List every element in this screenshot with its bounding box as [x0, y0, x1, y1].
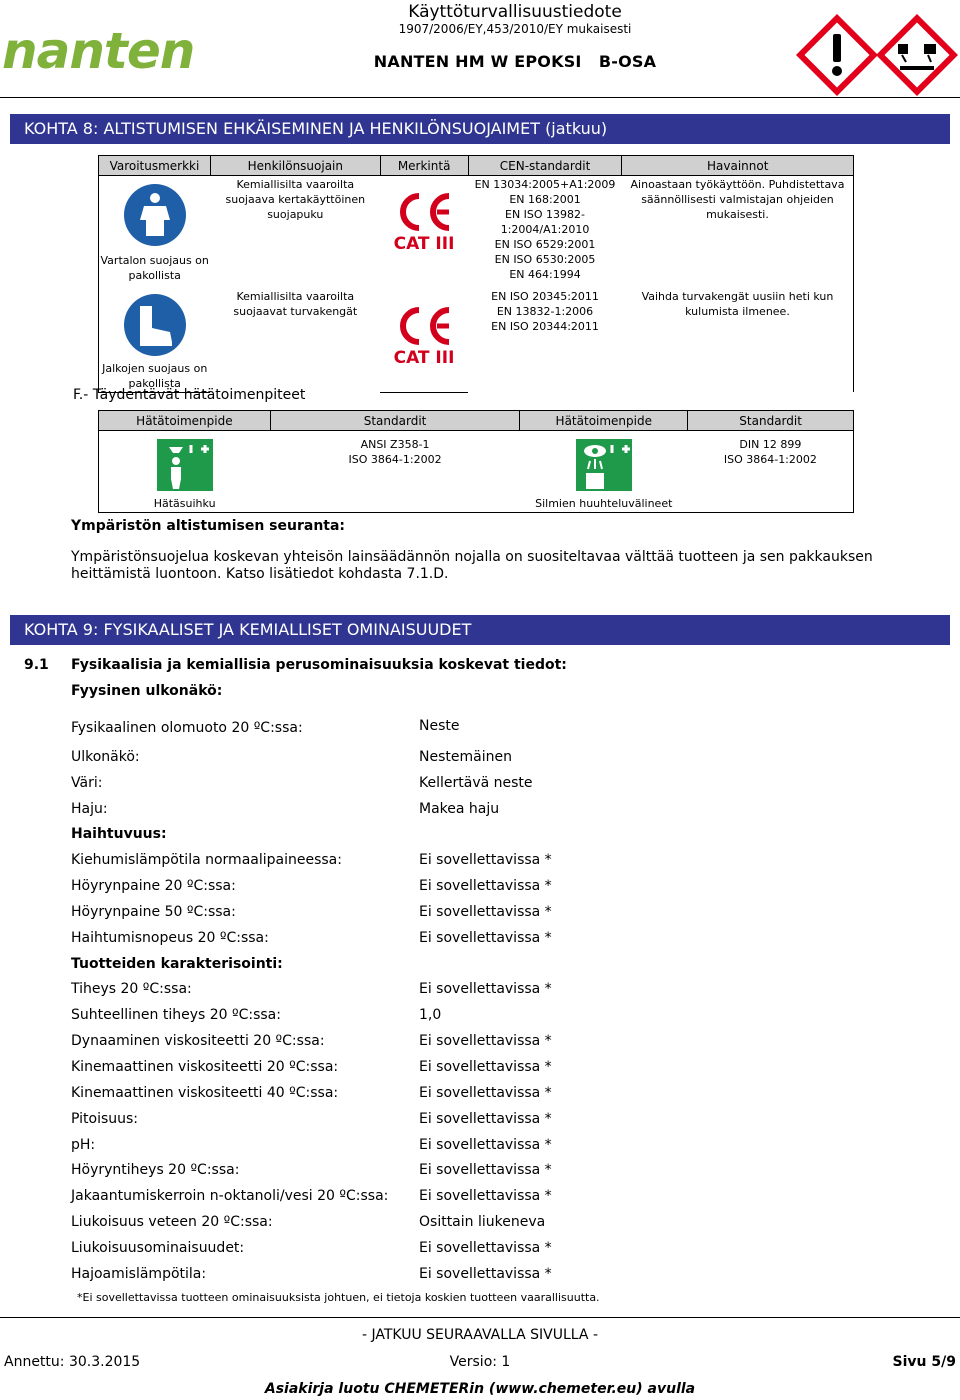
standard-line: EN ISO 20344:2011 — [491, 319, 599, 333]
body-protection-sign-icon — [122, 182, 188, 248]
emergency-table — [98, 410, 854, 513]
property-value: Kellertävä neste — [419, 775, 533, 791]
property-value: Ei sovellettavissa * — [419, 1085, 552, 1101]
property-label: Dynaaminen viskositeetti 20 ºC:ssa: — [71, 1033, 325, 1049]
ppe-notes: Vaihda turvakengät uusiin heti kun kulumista ilmenee. — [622, 288, 854, 393]
document-title: Käyttöturvallisuustiedote — [408, 2, 622, 22]
standard-line: EN 13034:2005+A1:2009 — [474, 178, 616, 191]
property-label: Väri: — [71, 775, 103, 791]
standard-line: EN 168:2001 — [509, 193, 581, 206]
property-label: Ulkonäkö: — [71, 749, 140, 765]
product-characterisation-title: Tuotteiden karakterisointi: — [71, 956, 283, 972]
section-8-title: KOHTA 8: ALTISTUMISEN EHKÄISEMINEN JA HENKILÖNSUOJAIMET (jatkuu) — [10, 114, 950, 144]
ppe-header: Varoitusmerkki — [99, 156, 211, 176]
ppe-sign-label: Jalkojen suojaus on pakollista — [102, 361, 208, 390]
property-value: Ei sovellettavissa * — [419, 1111, 552, 1127]
emergency-label: Silmien huuhteluvälineet — [535, 497, 673, 510]
ppe-header: Henkilönsuojain — [210, 156, 380, 176]
ppe-notes: Ainoastaan työkäyttöön. Puhdistettava säännöllisesti valmistajan ohjeiden mukaisesti. — [622, 176, 854, 288]
ce-marking-text: CAT III — [393, 234, 455, 252]
property-label: Höyryntiheys 20 ºC:ssa: — [71, 1162, 240, 1178]
property-value: Ei sovellettavissa * — [419, 1033, 552, 1049]
property-label: Haihtumisnopeus 20 ºC:ssa: — [71, 930, 269, 946]
standard-line: EN ISO 13982-1:2004/A1:2010 — [500, 208, 590, 236]
subsection-title: Fysikaalisia ja kemiallisia perusominaisuuksia koskevat tiedot: — [71, 657, 567, 673]
property-label: Fysikaalinen olomuoto 20 ºC:ssa: — [71, 720, 303, 736]
product-name: NANTEN HM W EPOKSI B-OSA — [373, 52, 657, 71]
property-label: Höyrynpaine 50 ºC:ssa: — [71, 904, 236, 920]
volatility-title: Haihtuvuus: — [71, 826, 167, 842]
property-value: Ei sovellettavissa * — [419, 1059, 552, 1075]
environmental-monitoring-text: Ympäristönsuojelua koskevan yhteisön lainsäädännön nojalla on suositeltavaa välttää tuotteen ja sen pakkauksen heittämistä luontoon. Katso lisätiedot kohdasta 7.1.D. — [71, 549, 873, 582]
footnote: *Ei sovellettavissa tuotteen ominaisuuksista johtuen, ei tietoja koskien tuotteen vaarallisuutta. — [77, 1291, 600, 1304]
emergency-header: Hätätoimenpide — [520, 411, 688, 431]
property-value: Ei sovellettavissa * — [419, 1240, 552, 1256]
property-label: Höyrynpaine 20 ºC:ssa: — [71, 878, 236, 894]
property-value: 1,0 — [419, 1007, 442, 1023]
header-rule — [0, 97, 960, 98]
appearance-title: Fyysinen ulkonäkö: — [71, 683, 223, 699]
standard-line: EN ISO 6530:2005 — [494, 253, 596, 266]
generator-note: Asiakirja luotu CHEMETERin (www.chemeter.eu) avulla — [264, 1381, 696, 1397]
ppe-header: CEN-standardit — [468, 156, 622, 176]
emergency-measures-title: F.- Täydentävät hätätoimenpiteet — [73, 387, 306, 403]
standard-line: EN 464:1994 — [509, 268, 581, 281]
environment-hazard-pictogram-icon — [876, 14, 958, 96]
eyewash-sign-icon — [576, 439, 632, 491]
environmental-monitoring-title: Ympäristön altistumisen seuranta: — [71, 518, 346, 534]
emergency-standard: ISO 3864-1:2002 — [723, 453, 817, 466]
property-label: Suhteellinen tiheys 20 ºC:ssa: — [71, 1007, 281, 1023]
version: Versio: 1 — [449, 1354, 511, 1370]
section-9-title: KOHTA 9: FYSIKAALISET JA KEMIALLISET OMINAISUUDET — [10, 615, 950, 645]
continued-notice: - JATKUU SEURAAVALLA SIVULLA - — [361, 1327, 598, 1343]
emergency-standard: ANSI Z358-1 — [360, 438, 430, 451]
health-hazard-pictogram-icon — [796, 14, 878, 96]
emergency-shower-sign-icon — [157, 439, 213, 491]
property-label: Kinemaattinen viskositeetti 20 ºC:ssa: — [71, 1059, 339, 1075]
ppe-sign-label: Vartalon suojaus on pakollista — [100, 254, 209, 282]
property-label: pH: — [71, 1137, 96, 1153]
property-value: Ei sovellettavissa * — [419, 1162, 552, 1178]
property-label: Liukoisuus veteen 20 ºC:ssa: — [71, 1214, 273, 1230]
property-value: Ei sovellettavissa * — [419, 852, 552, 868]
property-label: Kinemaattinen viskositeetti 40 ºC:ssa: — [71, 1085, 339, 1101]
footer-rule — [0, 1317, 960, 1318]
property-value: Ei sovellettavissa * — [419, 904, 552, 920]
property-value: Makea haju — [419, 801, 500, 817]
property-value: Ei sovellettavissa * — [419, 1137, 552, 1153]
property-value: Ei sovellettavissa * — [419, 1266, 552, 1282]
emergency-header: Standardit — [688, 411, 854, 431]
ce-marking-text: CAT III — [393, 347, 455, 366]
issue-date: Annettu: 30.3.2015 — [4, 1354, 141, 1370]
emergency-header: Hätätoimenpide — [99, 411, 271, 431]
property-value: Ei sovellettavissa * — [419, 981, 552, 997]
property-label: Tiheys 20 ºC:ssa: — [71, 981, 192, 997]
property-label: Hajoamislämpötila: — [71, 1266, 207, 1282]
regulation-reference: 1907/2006/EY,453/2010/EY mukaisesti — [398, 22, 632, 36]
ppe-row — [99, 176, 854, 288]
ppe-header: Havainnot — [622, 156, 854, 176]
ppe-protection: Kemiallisilta vaaroilta suojaava kertakäyttöinen suojapuku — [225, 178, 366, 221]
foot-protection-sign-icon — [122, 292, 188, 358]
property-label: Kiehumislämpötila normaalipaineessa: — [71, 852, 342, 868]
emergency-label: Hätäsuihku — [153, 497, 216, 510]
property-label: Pitoisuus: — [71, 1111, 139, 1127]
ce-cat3-mark-icon — [393, 304, 455, 366]
property-value: Ei sovellettavissa * — [419, 878, 552, 894]
subsection-number: 9.1 — [24, 657, 49, 673]
ppe-header: Merkintä — [380, 156, 468, 176]
ppe-protection: Kemiallisilta vaaroilta suojaavat turvakengät — [233, 289, 358, 318]
property-value: Osittain liukeneva — [419, 1214, 546, 1230]
standard-line: EN ISO 6529:2001 — [494, 238, 596, 251]
standard-line: EN ISO 20345:2011 — [491, 289, 599, 303]
standard-line: EN 13832-1:2006 — [496, 304, 594, 318]
ce-cat3-mark-icon — [393, 190, 455, 252]
emergency-row — [99, 431, 854, 513]
emergency-header: Standardit — [270, 411, 520, 431]
property-label: Liukoisuusominaisuudet: — [71, 1240, 245, 1256]
property-value: Ei sovellettavissa * — [419, 1188, 552, 1204]
ppe-table — [98, 155, 854, 393]
ppe-row — [99, 288, 854, 393]
property-value: Neste — [419, 718, 460, 734]
company-logo: nanten — [2, 22, 195, 80]
page-number: Sivu 5/9 — [892, 1354, 956, 1370]
emergency-standard: DIN 12 899 — [739, 438, 802, 451]
emergency-standard: ISO 3864-1:2002 — [348, 453, 442, 466]
property-label: Jakaantumiskerroin n-oktanoli/vesi 20 ºC:ssa: — [71, 1188, 389, 1204]
property-label: Haju: — [71, 801, 108, 817]
property-value: Nestemäinen — [419, 749, 512, 765]
property-value: Ei sovellettavissa * — [419, 930, 552, 946]
